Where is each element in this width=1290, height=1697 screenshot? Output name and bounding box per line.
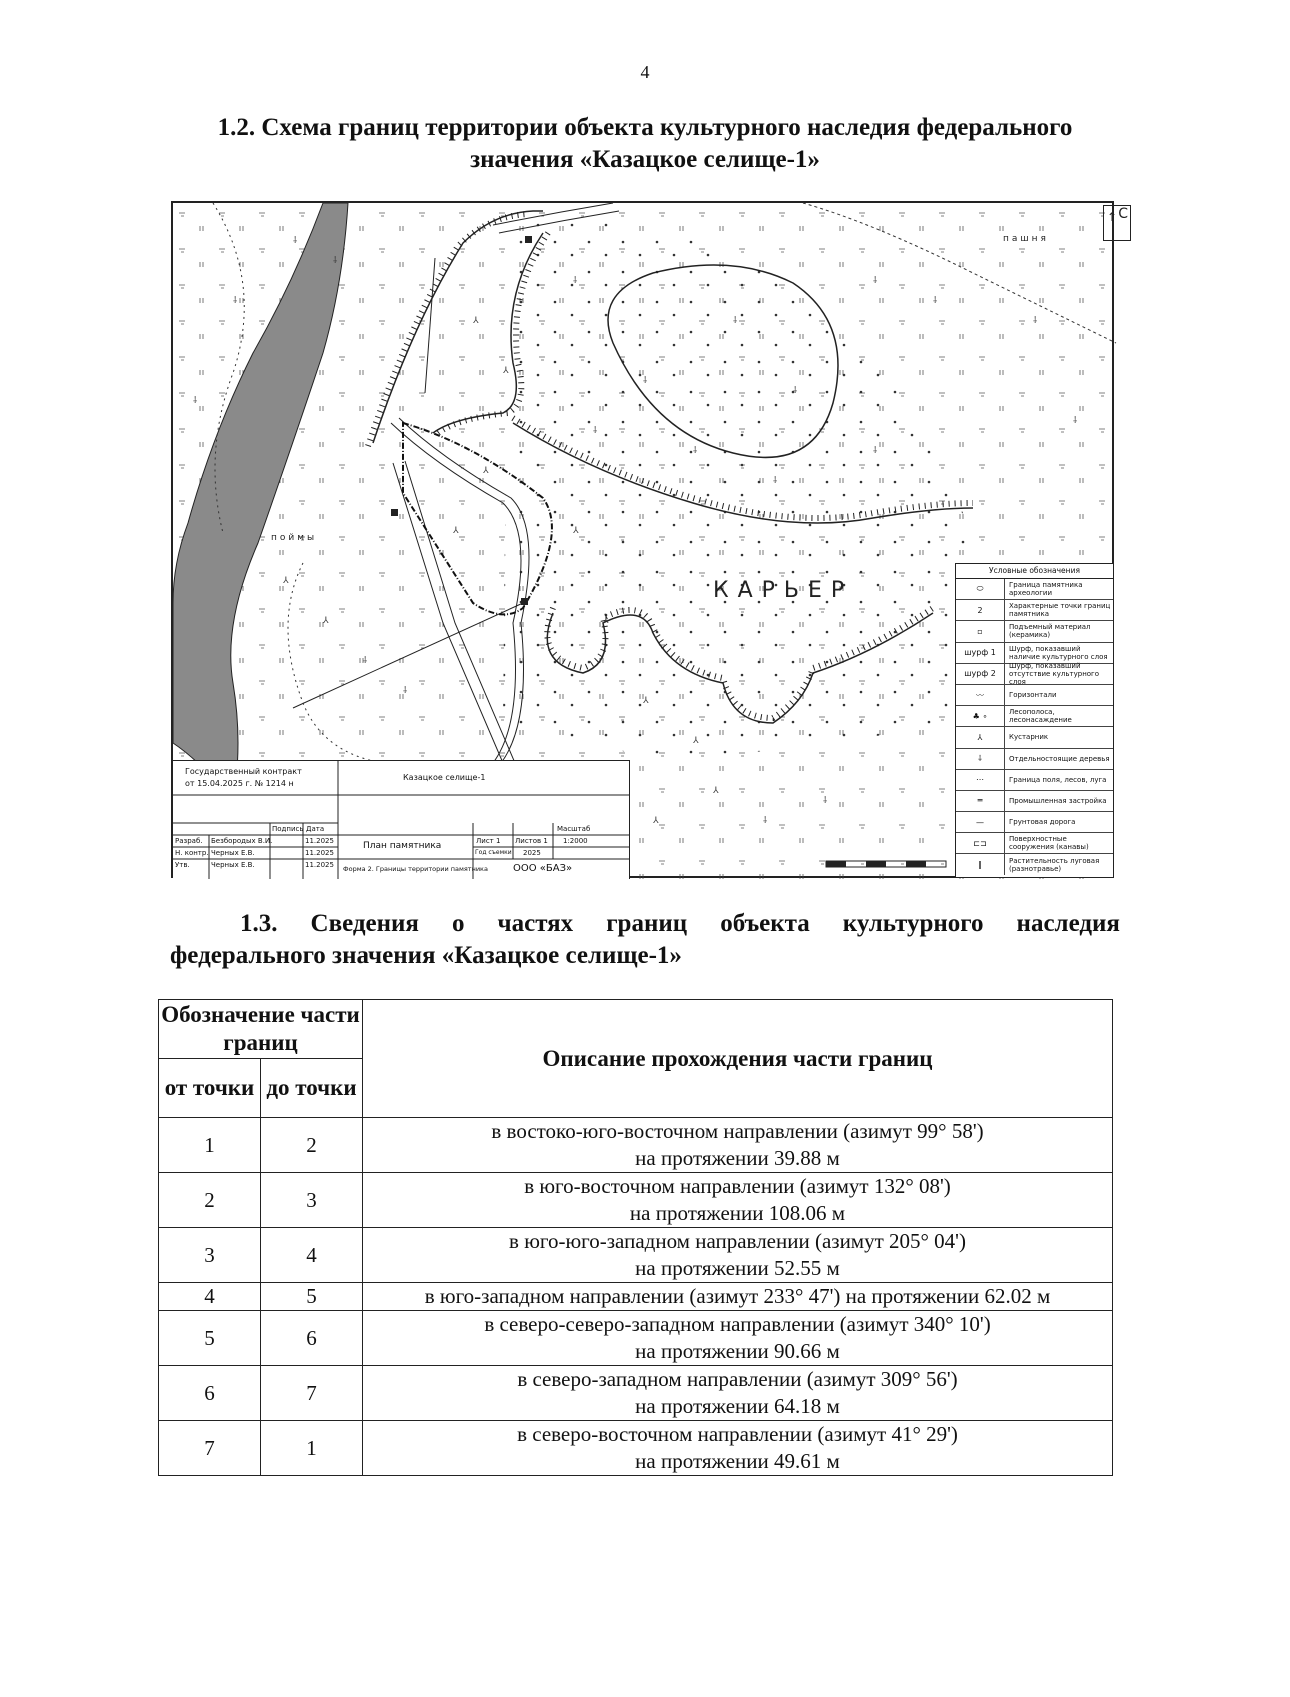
- svg-text:⸸: ⸸: [193, 396, 198, 406]
- legend-item: [956, 661, 1113, 686]
- table-row: [159, 1311, 1113, 1366]
- svg-text:⸸: ⸸: [293, 236, 298, 246]
- description-cell: [363, 1118, 1113, 1173]
- header-from-point: от точки: [159, 1059, 261, 1118]
- svg-text:⅄: ⅄: [503, 366, 509, 376]
- stamp-row3-role: Утв.: [175, 861, 190, 869]
- table-row: [159, 1173, 1113, 1228]
- svg-text:⸸: ⸸: [643, 376, 648, 386]
- description-cell: [363, 1421, 1113, 1476]
- description-line-2: на протяжении 108.06 м: [629, 1201, 846, 1225]
- legend-item: [956, 579, 1113, 600]
- description-cell: [363, 1366, 1113, 1421]
- svg-text:⅄: ⅄: [283, 576, 289, 586]
- description-line-2: на протяжении 39.88 м: [635, 1146, 840, 1170]
- description-line-2: на протяжении 64.18 м: [635, 1394, 840, 1418]
- legend-symbol: шурф 2: [956, 664, 1005, 684]
- description-line-1: в юго-юго-западном направлении (азимут 205° 04'): [509, 1229, 966, 1253]
- quarry-label: КАРЬЕР: [713, 578, 854, 603]
- title-block-stamp: [173, 760, 630, 879]
- legend-label: Растительность луговая (разнотравье): [1009, 856, 1100, 873]
- table-row: [159, 1421, 1113, 1476]
- stamp-row2-name: Черных Е.В.: [211, 849, 255, 857]
- legend-label: Поверхностные сооружения (канавы): [1009, 835, 1089, 852]
- legend-item: [956, 621, 1113, 642]
- legend-label: Шурф, показавший наличие культурного слоя: [1009, 644, 1108, 661]
- stamp-row2-role: Н. контр.: [175, 849, 209, 857]
- legend-title: Условные обозначения: [956, 564, 1113, 579]
- legend-label: Промышленная застройка: [1009, 796, 1107, 805]
- floodplain-label: поймы: [271, 533, 318, 543]
- stamp-row3-date: 11.2025: [305, 861, 334, 869]
- svg-text:⅄: ⅄: [693, 736, 699, 746]
- table-row: [159, 1228, 1113, 1283]
- to-point-cell: 4: [261, 1228, 363, 1283]
- legend-item: [956, 770, 1113, 791]
- svg-text:⸸: ⸸: [1033, 316, 1038, 326]
- table-row: [159, 1366, 1113, 1421]
- svg-text:⅄: ⅄: [453, 526, 459, 536]
- svg-text:⸸: ⸸: [793, 386, 798, 396]
- title-word: объекта: [720, 910, 810, 937]
- legend-label: Грунтовая дорога: [1009, 818, 1076, 827]
- legend-symbol: ▫: [956, 621, 1005, 641]
- legend-item: [956, 854, 1113, 874]
- description-line-1: в северо-северо-западном направлении (азимут 340° 10'): [484, 1312, 991, 1336]
- stamp-sheet-type: План памятника: [363, 841, 442, 851]
- description-line-1: в северо-восточном направлении (азимут 41° 29'): [517, 1422, 958, 1446]
- legend-label: Шурф, показавший отсутствие культурного слоя: [1009, 661, 1100, 686]
- from-point-cell: 6: [159, 1366, 261, 1421]
- description-line-2: на протяжении 52.55 м: [635, 1256, 840, 1280]
- legend-item: [956, 812, 1113, 833]
- legend-label: Характерные точки границ памятника: [1009, 602, 1111, 619]
- stamp-masshtab-value: 1:2000: [563, 837, 588, 845]
- svg-text:⅄: ⅄: [603, 616, 609, 626]
- from-point-cell: 2: [159, 1173, 261, 1228]
- description-line-2: на протяжении 90.66 м: [635, 1339, 840, 1363]
- section-1-3-title-line1: [170, 908, 1120, 940]
- svg-text:⸸: ⸸: [773, 476, 778, 486]
- to-point-cell: 7: [261, 1366, 363, 1421]
- legend-rows: [956, 579, 1113, 875]
- map-legend: [955, 563, 1114, 878]
- stamp-masshtab-label: Масштаб: [557, 825, 591, 833]
- title-word: культурного: [842, 910, 984, 937]
- description-line-1: в востоко-юго-восточном направлении (азимут 99° 58'): [491, 1119, 984, 1143]
- to-point-cell: 2: [261, 1118, 363, 1173]
- svg-text:⅄: ⅄: [643, 696, 649, 706]
- section-1-2-title-line1: 1.2. Схема границ территории объекта культурного наследия федерального: [217, 114, 1073, 141]
- arable-land-label: пашня: [1003, 234, 1049, 244]
- svg-text:⸸: ⸸: [363, 656, 368, 666]
- legend-symbol: ♣ ∘: [956, 706, 1005, 726]
- stamp-col-podpis: Подпись: [272, 825, 304, 833]
- legend-label: Граница поля, лесов, луга: [1009, 775, 1107, 784]
- from-point-cell: 1: [159, 1118, 261, 1173]
- boundary-rows: [159, 1118, 1113, 1476]
- svg-text:⸸: ⸸: [823, 796, 828, 806]
- section-1-2-title-line2: значения «Казацкое селище-1»: [470, 146, 820, 173]
- section-1-3-title-line2: федерального значения «Казацкое селище-1»: [170, 942, 682, 969]
- legend-symbol: ⸸: [956, 749, 1005, 769]
- svg-text:⅄: ⅄: [483, 466, 489, 476]
- legend-symbol: ⅄: [956, 727, 1005, 747]
- stamp-row2-date: 11.2025: [305, 849, 334, 857]
- legend-item: [956, 643, 1113, 664]
- stamp-god-label: Год съемки: [475, 849, 512, 856]
- legend-item: [956, 833, 1113, 854]
- table-header-row-1: [159, 1000, 1113, 1059]
- svg-text:⸸: ⸸: [403, 686, 408, 696]
- table-row: [159, 1283, 1113, 1311]
- description-line-2: на протяжении 49.61 м: [635, 1449, 840, 1473]
- to-point-cell: 1: [261, 1421, 363, 1476]
- legend-item: [956, 706, 1113, 727]
- section-1-2-title: [170, 112, 1120, 176]
- legend-symbol: ⬭: [956, 579, 1005, 599]
- header-boundary-part: Обозначение части границ: [159, 1000, 363, 1059]
- legend-item: [956, 749, 1113, 770]
- stamp-contract-line2: от 15.04.2025 г. № 1214 н: [185, 779, 294, 788]
- from-point-cell: 4: [159, 1283, 261, 1311]
- section-1-3-title: [170, 908, 1120, 972]
- description-cell: [363, 1173, 1113, 1228]
- to-point-cell: 3: [261, 1173, 363, 1228]
- page-number: 4: [640, 62, 650, 82]
- svg-text:⸸: ⸸: [593, 426, 598, 436]
- north-label: С: [1118, 206, 1128, 222]
- legend-item: [956, 727, 1113, 748]
- description-line-1: в юго-восточном направлении (азимут 132° 08'): [524, 1174, 951, 1198]
- svg-text:⅄: ⅄: [323, 616, 329, 626]
- legend-label: Подъемный материал (керамика): [1009, 623, 1091, 640]
- from-point-cell: 7: [159, 1421, 261, 1476]
- stamp-listov-label: Листов 1: [515, 837, 548, 845]
- svg-text:⸸: ⸸: [873, 276, 878, 286]
- to-point-cell: 6: [261, 1311, 363, 1366]
- svg-text:⸸: ⸸: [333, 256, 338, 266]
- description-cell: [363, 1228, 1113, 1283]
- north-arrow-icon: ↑: [1107, 210, 1118, 224]
- legend-symbol: ⊏⊐: [956, 833, 1005, 853]
- stamp-row1-name: Безбородых В.И.: [211, 837, 273, 845]
- stamp-contract-line1: Государственный контракт: [185, 767, 302, 776]
- stamp-org: ООО «БАЗ»: [513, 863, 573, 874]
- svg-text:⸸: ⸸: [733, 316, 738, 326]
- from-point-cell: 3: [159, 1228, 261, 1283]
- title-word: о: [451, 910, 465, 937]
- legend-symbol: шурф 1: [956, 643, 1005, 663]
- boundary-map: [171, 201, 1128, 878]
- from-point-cell: 5: [159, 1311, 261, 1366]
- legend-symbol: 2: [956, 600, 1005, 620]
- legend-label: Горизонтали: [1009, 691, 1057, 700]
- legend-label: Кустарник: [1009, 733, 1049, 742]
- description-line-1: в северо-западном направлении (азимут 309° 56'): [517, 1367, 958, 1391]
- scale-bar-graphic: [824, 853, 954, 875]
- legend-symbol: ⋯: [956, 770, 1005, 790]
- stamp-object-name: Казацкое селище-1: [403, 773, 486, 782]
- title-word: границ: [606, 910, 688, 937]
- to-point-cell: 5: [261, 1283, 363, 1311]
- title-word: Сведения: [310, 910, 419, 937]
- legend-item: [956, 600, 1113, 621]
- stamp-row3-name: Черных Е.В.: [211, 861, 255, 869]
- legend-symbol: ‖: [956, 854, 1005, 874]
- svg-text:⸸: ⸸: [573, 276, 578, 286]
- legend-symbol: ═: [956, 791, 1005, 811]
- legend-symbol: 〰: [956, 685, 1005, 705]
- stamp-col-data: Дата: [306, 825, 325, 833]
- scale-bar: [824, 853, 954, 875]
- title-word: 1.3.: [240, 910, 278, 937]
- table-row: [159, 1118, 1113, 1173]
- boundary-parts-table: [158, 999, 1113, 1476]
- legend-item: [956, 685, 1113, 706]
- north-arrow: [1103, 205, 1131, 241]
- legend-label: Лесополоса, лесонасаждение: [1009, 708, 1072, 725]
- title-word: наследия: [1016, 910, 1120, 937]
- svg-text:⸸: ⸸: [763, 816, 768, 826]
- svg-text:⸸: ⸸: [233, 296, 238, 306]
- header-to-point: до точки: [261, 1059, 363, 1118]
- svg-text:⅄: ⅄: [573, 526, 579, 536]
- stamp-row1-role: Разраб.: [175, 837, 203, 845]
- stamp-god-value: 2025: [523, 849, 541, 857]
- legend-item: [956, 791, 1113, 812]
- description-cell: [363, 1283, 1113, 1311]
- header-description: Описание прохождения части границ: [363, 1000, 1113, 1118]
- svg-text:⅄: ⅄: [653, 816, 659, 826]
- svg-text:⸸: ⸸: [1073, 416, 1078, 426]
- legend-symbol: —: [956, 812, 1005, 832]
- svg-text:⸸: ⸸: [933, 296, 938, 306]
- legend-label: Граница памятника археологии: [1009, 581, 1083, 598]
- stamp-list-label: Лист 1: [476, 837, 501, 845]
- description-cell: [363, 1311, 1113, 1366]
- legend-label: Отдельностоящие деревья: [1009, 754, 1110, 763]
- svg-text:⸸: ⸸: [693, 446, 698, 456]
- svg-text:⅄: ⅄: [713, 786, 719, 796]
- title-word: частях: [497, 910, 574, 937]
- svg-text:⅄: ⅄: [473, 316, 479, 326]
- svg-text:⸸: ⸸: [873, 446, 878, 456]
- stamp-row1-date: 11.2025: [305, 837, 334, 845]
- description-line-1: в юго-западном направлении (азимут 233° 47') на протяжении 62.02 м: [424, 1284, 1051, 1308]
- stamp-forma-text: Форма 2. Границы территории памятника: [343, 865, 488, 873]
